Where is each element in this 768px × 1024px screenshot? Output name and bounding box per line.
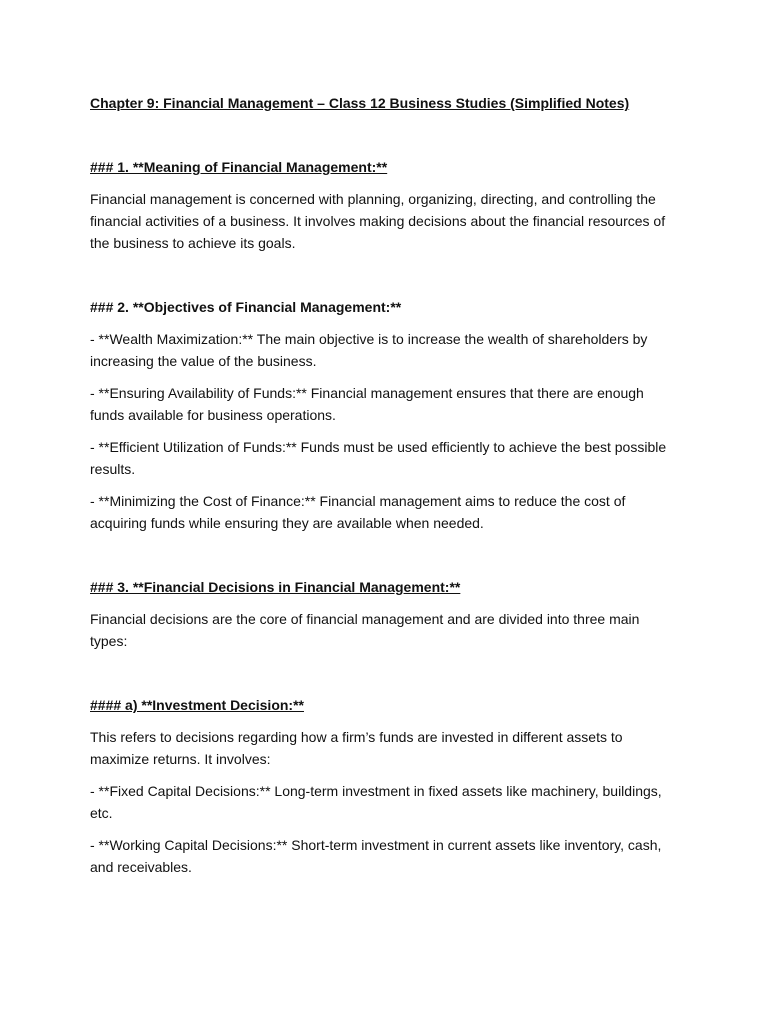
investment-item: - **Working Capital Decisions:** Short-term investment in current assets like inventory, cash, and receivables. bbox=[90, 837, 662, 875]
objective-item: - **Efficient Utilization of Funds:** Funds must be used efficiently to achieve the best possible results. bbox=[90, 439, 667, 477]
spacer bbox=[90, 544, 680, 576]
document-content bbox=[90, 92, 680, 888]
investment-item: - **Fixed Capital Decisions:** Long-term investment in fixed assets like machinery, buildings, etc. bbox=[90, 783, 662, 821]
objective-item: - **Minimizing the Cost of Finance:** Financial management aims to reduce the cost of acquiring funds while ensuring they are available when needed. bbox=[90, 493, 626, 531]
objective-item: - **Wealth Maximization:** The main objective is to increase the wealth of shareholders by increasing the value of the business. bbox=[90, 331, 648, 369]
section-2-heading: ### 2. **Objectives of Financial Management:** bbox=[90, 299, 402, 315]
section-3a-heading: #### a) **Investment Decision:** bbox=[90, 697, 304, 713]
section-3a-paragraph: This refers to decisions regarding how a firm’s funds are invested in different assets to maximize returns. It involves: bbox=[90, 729, 623, 767]
section-3-paragraph: Financial decisions are the core of financial management and are divided into three main types: bbox=[90, 611, 640, 649]
section-3-heading: ### 3. **Financial Decisions in Financial Management:** bbox=[90, 579, 461, 595]
section-1-heading: ### 1. **Meaning of Financial Management:** bbox=[90, 159, 388, 175]
spacer bbox=[90, 264, 680, 296]
document-title: Chapter 9: Financial Management – Class 12 Business Studies (Simplified Notes) bbox=[90, 95, 630, 111]
objective-item: - **Ensuring Availability of Funds:** Financial management ensures that there are enough funds available for business operations. bbox=[90, 385, 644, 423]
spacer bbox=[90, 662, 680, 694]
section-1-paragraph: Financial management is concerned with planning, organizing, directing, and controlling the financial activities of a business. It involves making decisions about the financial resources of the business to achieve its goals. bbox=[90, 191, 666, 251]
